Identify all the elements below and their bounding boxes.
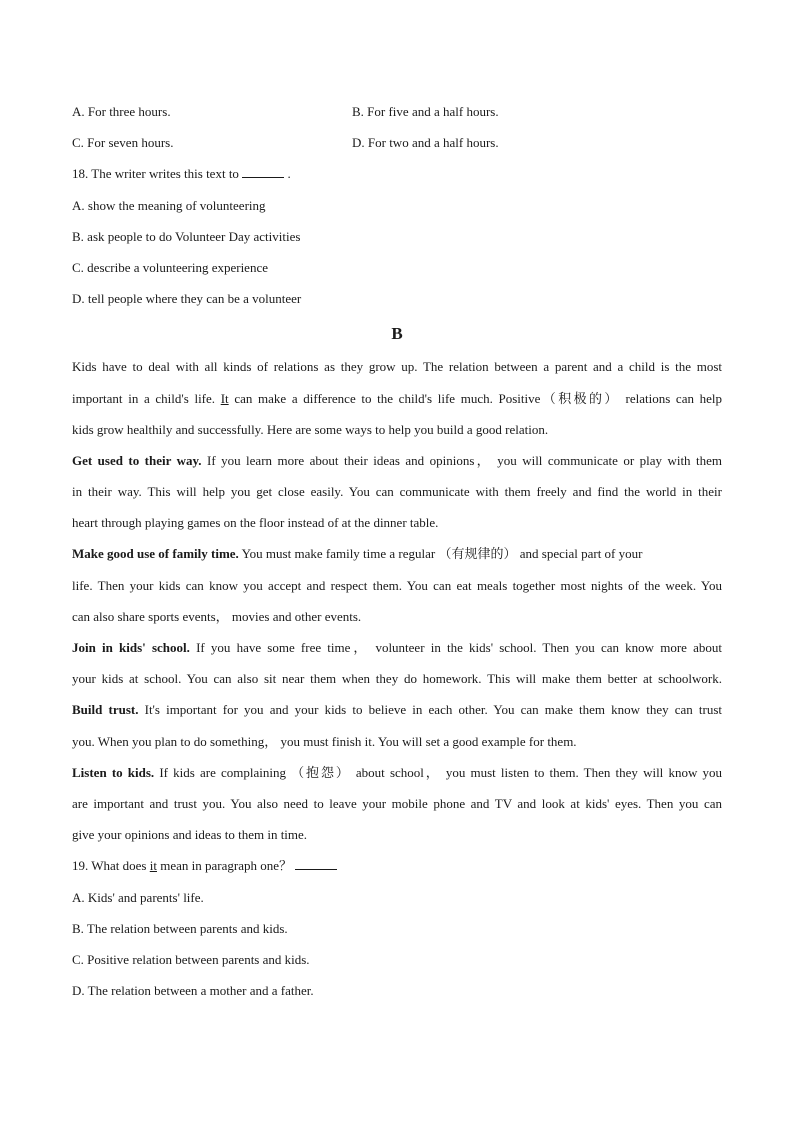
- q17-option-c[interactable]: C. For seven hours.: [72, 135, 174, 151]
- q19-option-a[interactable]: A. Kids' and parents' life.: [72, 889, 204, 905]
- q17-option-b[interactable]: B. For five and a half hours.: [352, 104, 499, 119]
- q19-stem-text: mean in paragraph one？: [160, 858, 292, 874]
- q18-option-b[interactable]: B. ask people to do Volunteer Day activities: [72, 228, 301, 244]
- q19-answer-blank[interactable]: [295, 857, 337, 870]
- q19-option-b[interactable]: B. The relation between parents and kids.: [72, 920, 288, 936]
- section-title: B: [391, 324, 403, 344]
- passage-p3-line1: [72, 544, 722, 575]
- q18-option-a[interactable]: A. show the meaning of volunteering: [72, 197, 266, 213]
- passage-p6-line1: [72, 763, 722, 794]
- passage-text: can make a difference to the child's life much. Positive（积极的） relations can help: [234, 390, 723, 406]
- passage-p5-line2: you. When you plan to do something， you must finish it. You will set a good example for them.: [72, 733, 577, 749]
- passage-p1-line1: Kids have to deal with all kinds of relations as they grow up. The relation between a parent and a child is the most: [72, 359, 722, 375]
- passage-text: You must make family time a regular （有规律的） and special part of your: [241, 546, 643, 562]
- passage-p5-line1: [72, 700, 722, 731]
- q17-options-row-2: [72, 133, 722, 164]
- passage-p2-line3: heart through playing games on the floor instead of at the dinner table.: [72, 515, 439, 531]
- passage-text: important in a child's life.: [72, 390, 216, 406]
- q18-answer-blank[interactable]: [242, 165, 284, 178]
- passage-p6-line3: give your opinions and ideas to them in time.: [72, 827, 308, 843]
- passage-p4-line1: [72, 638, 722, 669]
- document-page: [72, 102, 722, 1012]
- paragraph-heading: Join in kids' school.: [72, 640, 190, 655]
- q19-option-d[interactable]: D. The relation between a mother and a father.: [72, 983, 314, 999]
- q18-stem: [72, 164, 722, 195]
- passage-p2-line1: [72, 451, 722, 482]
- passage-text: If you learn more about their ideas and opinions， you will communicate or play with them: [206, 452, 723, 468]
- q18-option-d[interactable]: D. tell people where they can be a volunteer: [72, 291, 302, 307]
- q18-stem-end: .: [287, 166, 291, 182]
- passage-p4-line2: your kids at school. You can also sit near them when they do homework. This will make them better at schoolwork.: [72, 671, 722, 687]
- paragraph-heading: Make good use of family time.: [72, 546, 239, 562]
- passage-p1-line2: [72, 389, 722, 420]
- passage-text: If kids are complaining （抱怨） about school， you must listen to them. Then they will know you: [159, 764, 722, 780]
- q19-stem: [72, 856, 722, 887]
- q18-option-c[interactable]: C. describe a volunteering experience: [72, 259, 268, 275]
- q19-stem-text: 19. What does: [72, 858, 147, 874]
- passage-p3-line3: can also share sports events， movies and other events.: [72, 608, 362, 624]
- paragraph-heading: Get used to their way.: [72, 452, 202, 468]
- q18-stem-text: 18. The writer writes this text to: [72, 166, 239, 182]
- q19-option-c[interactable]: C. Positive relation between parents and kids.: [72, 951, 310, 967]
- paragraph-heading: Listen to kids.: [72, 764, 155, 780]
- passage-text: It's important for you and your kids to believe in each other. You can make them know they can trust: [144, 702, 723, 718]
- q17-option-a[interactable]: A. For three hours.: [72, 104, 171, 119]
- passage-p3-line2: life. Then your kids can know you accept and respect them. You can eat meals together most nights of the week. You: [72, 577, 722, 593]
- underlined-word-it: it: [149, 858, 157, 874]
- passage-p2-line2: in their way. This will help you get close easily. You can communicate with them freely and find the world in their: [72, 484, 722, 500]
- q17-option-d[interactable]: D. For two and a half hours.: [352, 135, 499, 151]
- q17-options-row-1: [72, 102, 722, 133]
- passage-p6-line2: are important and trust you. You also need to leave your mobile phone and TV and look at kids' eyes. Then you can: [72, 795, 722, 811]
- passage-p1-line3: kids grow healthily and successfully. Here are some ways to help you build a good relation.: [72, 421, 549, 437]
- passage-text: If you have some free time， volunteer in the kids' school. Then you can know more about: [196, 640, 723, 655]
- paragraph-heading: Build trust.: [72, 702, 139, 718]
- underlined-word-it: It: [220, 390, 229, 406]
